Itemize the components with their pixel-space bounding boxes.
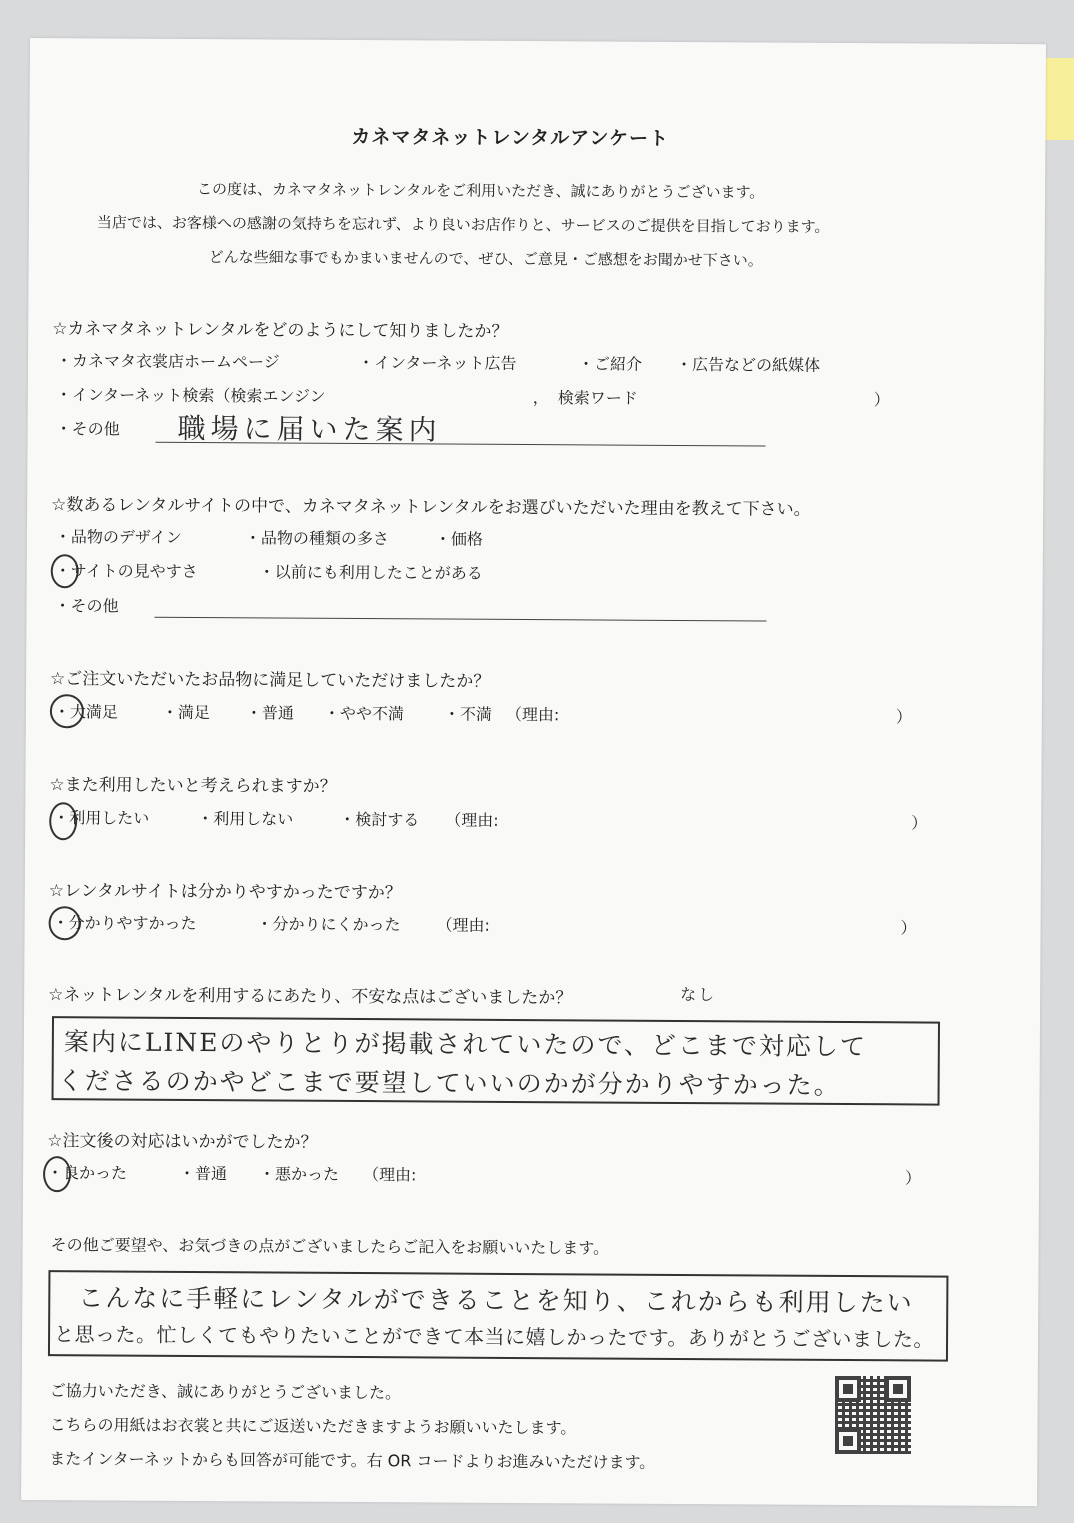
- q1-search-separator: ，: [532, 388, 549, 408]
- q5-option-hard: ・分かりにくかった: [256, 914, 401, 935]
- q7-option-bad: ・悪かった: [259, 1164, 340, 1184]
- q1-other-label: ・その他: [55, 419, 120, 439]
- q5-close-paren: ）: [900, 918, 917, 938]
- qr-finder-top-left: [835, 1376, 861, 1402]
- q3-question: ☆ご注文いただいたお品物に満足していただけましたか？: [50, 669, 491, 692]
- q2-option-price: ・価格: [434, 529, 484, 549]
- q1-option-homepage: ・カネマタ衣裳店ホームページ: [55, 351, 280, 372]
- q8-question: その他ご要望や、お気づきの点がございましたらご記入をお願いいたします。: [50, 1235, 610, 1258]
- q2-question: ☆数あるレンタルサイトの中で、カネマタネットレンタルをお選びいただいた理由を教えて下さい。: [51, 495, 811, 520]
- q1-question: ☆カネマタネットレンタルをどのようにして知りましたか？: [52, 319, 509, 342]
- q3-option-normal: ・普通: [245, 703, 294, 723]
- q2-option-design: ・品物のデザイン: [54, 527, 182, 547]
- q2-option-readability: ・サイトの見やすさ: [54, 561, 198, 582]
- q1-other-answer: 職場に届いた案内: [177, 411, 442, 447]
- q8-answer-line-1: こんなに手軽にレンタルができることを知り、これからも利用したい: [78, 1283, 914, 1318]
- q2-other-line: [154, 617, 766, 622]
- q6-answer-line-2: くださるのかやどこまで要望していいのかが分かりやすかった。: [57, 1066, 841, 1100]
- q2-option-variety: ・品物の種類の多さ: [244, 528, 390, 549]
- qr-code-icon[interactable]: [835, 1376, 911, 1454]
- footer-line-2: こちらの用紙はお衣裳と共にご返送いただきますようお願いいたします。: [49, 1415, 577, 1438]
- q5-question: ☆レンタルサイトは分かりやすかったですか？: [48, 881, 402, 904]
- q4-option-no: ・利用しない: [197, 809, 294, 829]
- footer-line-3: またインターネットからも回答が可能です。右 OR コードよりお進みいただけます。: [49, 1449, 656, 1472]
- q1-option-paper: ・広告などの紙媒体: [675, 354, 821, 375]
- q6-margin-note: なし: [680, 984, 717, 1005]
- q7-option-normal: ・普通: [179, 1163, 228, 1184]
- q6-answer-line-1: 案内にLINEのやりとりが掲載されていたので、どこまで対応して: [63, 1027, 868, 1062]
- intro-line-2: 当店では、お客様への感謝の気持ちを忘れず、より良いお店作りと、サービスのご提供を目指しております。: [96, 213, 830, 236]
- q1-option-search: ・インターネット検索（検索エンジン: [55, 385, 326, 406]
- q6-question: ☆ネットレンタルを利用するにあたり、不安な点はございましたか？: [48, 985, 573, 1009]
- q7-close-paren: ）: [904, 1168, 922, 1188]
- q2-option-repeat: ・以前にも利用したことがある: [258, 562, 483, 583]
- q4-close-paren: ）: [911, 813, 928, 833]
- intro-line-1: この度は、カネマタネットレンタルをご利用いただき、誠にありがとうございます。: [197, 180, 765, 202]
- q1-search-word-label: 検索ワード: [557, 388, 638, 408]
- q2-other-label: ・その他: [54, 596, 119, 616]
- q3-reason-label: （理由:: [505, 704, 560, 725]
- qr-finder-top-right: [885, 1376, 911, 1402]
- survey-title: カネマタネットレンタルアンケート: [351, 125, 670, 150]
- q4-option-yes: ・利用したい: [53, 808, 150, 828]
- survey-sheet: [21, 38, 1046, 1506]
- q3-close-paren: ）: [895, 707, 912, 727]
- q3-option-satisfied: ・満足: [161, 702, 210, 723]
- q4-question: ☆また利用したいと考えられますか？: [49, 775, 337, 797]
- q1-option-ad: ・インターネット広告: [357, 353, 517, 373]
- q1-close-paren: ）: [873, 390, 890, 410]
- intro-line-3: どんな些細な事でもかまいませんので、ぜひ、ご意見・ご感想をお聞かせ下さい。: [208, 248, 763, 270]
- q3-option-unsatisfied: ・不満: [443, 704, 492, 724]
- q3-option-somewhat-unsatisfied: ・やや不満: [323, 703, 404, 724]
- q4-option-consider: ・検討する: [339, 809, 420, 830]
- q7-option-good: ・良かった: [47, 1163, 128, 1183]
- q3-option-very-satisfied: ・大満足: [53, 702, 118, 722]
- q5-option-easy: ・分かりやすかった: [52, 913, 197, 934]
- q1-option-referral: ・ご紹介: [577, 354, 643, 374]
- q8-answer-line-2: と思った。忙しくてもやりたいことができて本当に嬉しかったです。ありがとうございました。: [54, 1322, 935, 1352]
- q7-reason-label: （理由:: [363, 1165, 417, 1185]
- q4-reason-label: （理由:: [445, 810, 499, 830]
- qr-finder-bottom-left: [835, 1428, 861, 1454]
- footer-line-1: ご協力いただき、誠にありがとうございました。: [49, 1381, 402, 1403]
- q7-question: ☆注文後の対応はいかがでしたか？: [47, 1131, 318, 1153]
- q5-reason-label: （理由:: [436, 915, 491, 935]
